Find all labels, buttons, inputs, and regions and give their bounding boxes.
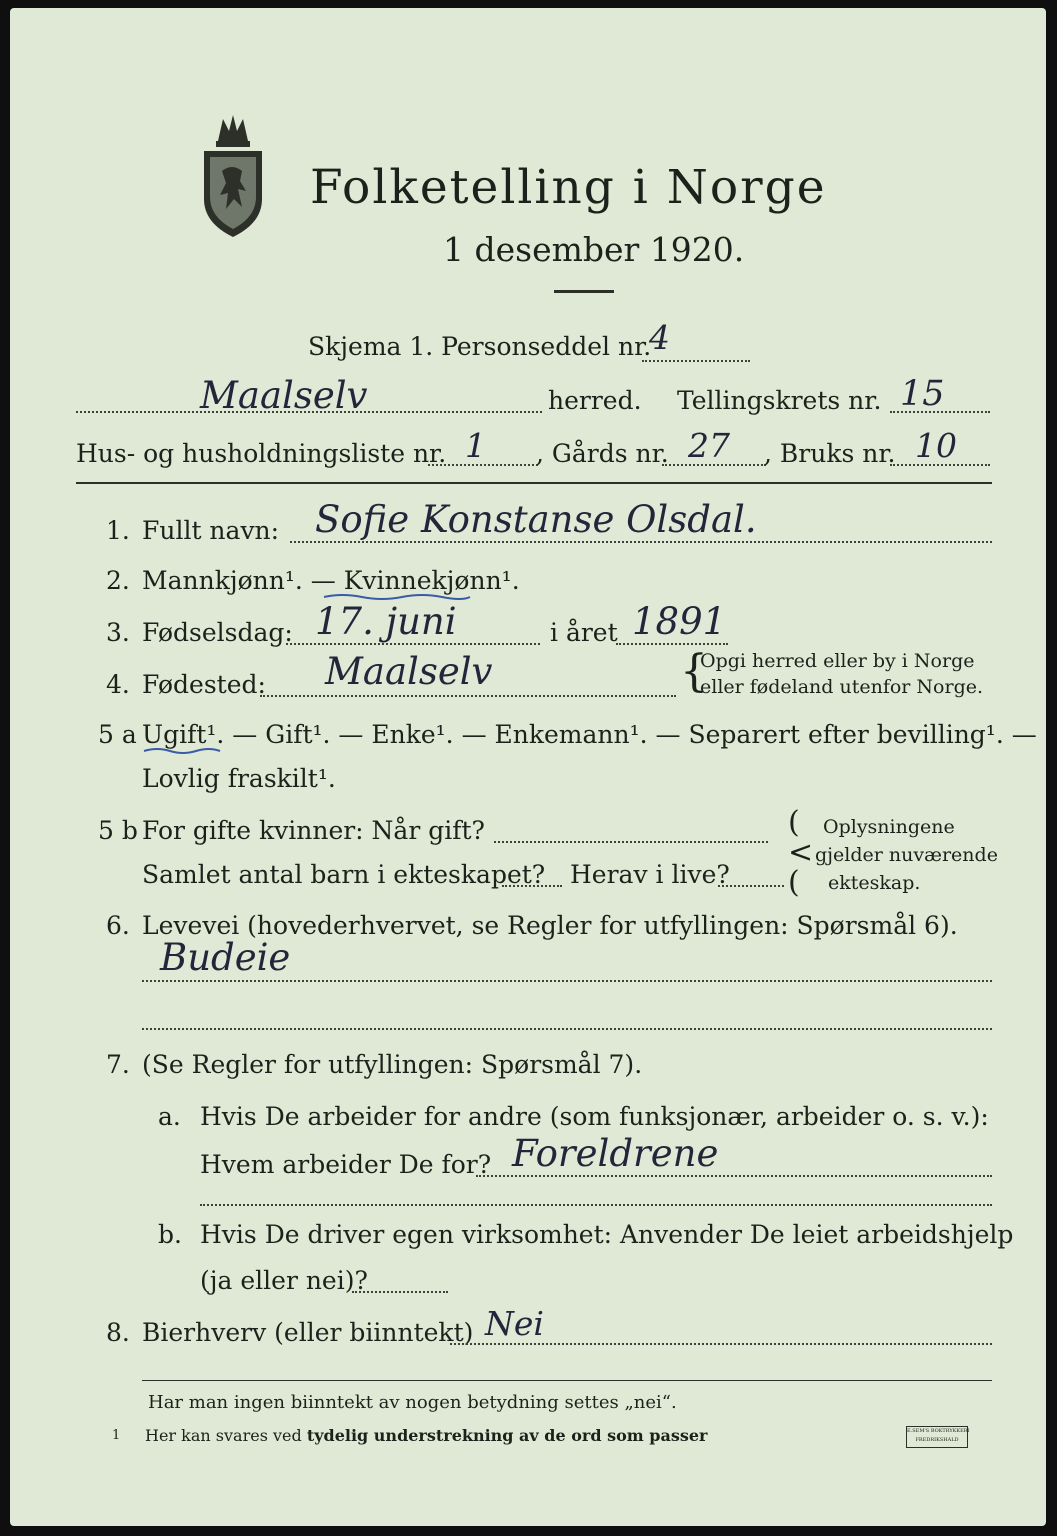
bruks-label: , Bruks nr. <box>764 439 896 468</box>
footer-note: Har man ingen biinntekt av nogen betydning settes „nei“. <box>148 1392 677 1413</box>
stamp-line2: FREDRIKSHALD <box>915 1437 959 1443</box>
q6-occupation-value: Budeie <box>160 936 291 979</box>
q7b-line2: (ja eller nei)? <box>200 1266 368 1295</box>
q1-line <box>290 541 992 543</box>
q7a-line <box>476 1175 992 1177</box>
q7a-line2: Hvem arbeider De for? <box>200 1150 492 1179</box>
q2-gender-options: Mannkjønn¹. — Kvinnekjønn¹. <box>142 566 520 595</box>
q4-line <box>260 695 676 697</box>
q3-year-value: 1891 <box>632 600 727 643</box>
q5b-label-alive: Herav i live? <box>570 860 730 889</box>
q3-birthday-value: 17. juni <box>315 600 457 643</box>
q3-label: Fødselsdag: <box>142 618 293 647</box>
gards-label: , Gårds nr. <box>536 439 669 468</box>
q7a-letter: a. <box>158 1102 181 1131</box>
q5b-note-line1: Oplysningene <box>823 816 955 838</box>
q6-line2 <box>142 1028 992 1030</box>
footer-rule <box>142 1380 992 1381</box>
q5b-label-children: Samlet antal barn i ekteskapet? <box>142 860 546 889</box>
q1-label: Fullt navn: <box>142 516 280 545</box>
q5b-alive-line <box>718 885 784 887</box>
q7a-employer-value: Foreldrene <box>512 1132 719 1175</box>
q5b-children-line <box>502 885 562 887</box>
header-divider <box>76 482 992 484</box>
q5b-label-married: For gifte kvinner: Når gift? <box>142 816 485 845</box>
q1-full-name-value: Sofie Konstanse Olsdal. <box>315 498 757 541</box>
title-rule <box>554 290 614 293</box>
q4-note-line1: Opgi herred eller by i Norge <box>700 650 975 672</box>
q3-number: 3. <box>106 618 130 647</box>
footnote-text: Her kan svares ved <box>145 1426 302 1445</box>
q3-line <box>286 643 540 645</box>
q1-number: 1. <box>106 516 130 545</box>
personseddel-line <box>642 360 750 362</box>
q5b-note-line3: ekteskap. <box>828 872 921 894</box>
stamp-line1: E.SEM'S BOKTRYKKERI <box>907 1428 970 1434</box>
q8-label: Bierhverv (eller biinntekt) <box>142 1318 474 1347</box>
q7-number: 7. <box>106 1050 130 1079</box>
q5a-number: 5 a <box>98 720 137 749</box>
q4-birthplace-value: Maalselv <box>325 650 493 693</box>
q4-label: Fødested: <box>142 670 266 699</box>
q7-label: (Se Regler for utfyllingen: Spørsmål 7). <box>142 1050 643 1079</box>
tellingskrets-value: 15 <box>900 374 945 414</box>
q5a-line2: Lovlig fraskilt¹. <box>142 764 336 793</box>
q4-note-line2: eller fødeland utenfor Norge. <box>700 676 984 698</box>
q7a-line1: Hvis De arbeider for andre (som funksjonær, arbeider o. s. v.): <box>200 1102 989 1131</box>
census-date: 1 desember 1920. <box>443 230 745 269</box>
q5b-note-line2: gjelder nuværende <box>815 844 998 866</box>
q4-brace: { <box>680 646 708 697</box>
q6-line1 <box>142 980 992 982</box>
herred-value: Maalselv <box>200 374 368 417</box>
q5a-marital-options: Ugift¹. — Gift¹. — Enke¹. — Enkemann¹. — Separert efter bevilling¹. — <box>142 720 1037 749</box>
printer-stamp <box>906 1426 968 1448</box>
ugift-underline <box>142 746 222 756</box>
tellingskrets-label: Tellingskrets nr. <box>677 386 882 415</box>
q3-year-label: i året <box>550 618 618 647</box>
q5b-number: 5 b <box>98 816 138 845</box>
q7a-line-extra <box>200 1204 992 1206</box>
q8-side-income-value: Nei <box>485 1304 544 1343</box>
q6-number: 6. <box>106 911 130 940</box>
footnote-mark: 1 <box>112 1428 121 1443</box>
herred-label: herred. <box>548 386 642 415</box>
census-form <box>10 8 1046 1526</box>
hus-label: Hus- og husholdningsliste nr. <box>76 439 447 468</box>
q5b-married-line <box>494 841 768 843</box>
footnote-emphasis: tydelig understrekning av de ord som passer <box>306 1426 708 1445</box>
footnote <box>145 1426 707 1445</box>
q4-number: 4. <box>106 670 130 699</box>
q8-line <box>450 1343 992 1345</box>
q3-year-line <box>616 643 728 645</box>
q2-number: 2. <box>106 566 130 595</box>
q5b-brace: ( < ( <box>788 805 814 900</box>
personseddel-value: 4 <box>649 318 670 357</box>
q7b-letter: b. <box>158 1220 182 1249</box>
q7b-line1: Hvis De driver egen virksomhet: Anvender De leiet arbeidshjelp <box>200 1220 1014 1249</box>
q7b-line <box>352 1291 448 1293</box>
q6-label: Levevei (hovederhvervet, se Regler for utfyllingen: Spørsmål 6). <box>142 911 958 940</box>
skjema-label: Skjema 1. Personseddel nr. <box>308 332 652 361</box>
q8-number: 8. <box>106 1318 130 1347</box>
hus-value: 1 <box>465 426 486 465</box>
form-title: Folketelling i Norge <box>310 160 827 215</box>
bruks-value: 10 <box>915 426 957 465</box>
norwegian-coat-of-arms-icon <box>198 111 268 241</box>
gards-value: 27 <box>688 426 730 465</box>
